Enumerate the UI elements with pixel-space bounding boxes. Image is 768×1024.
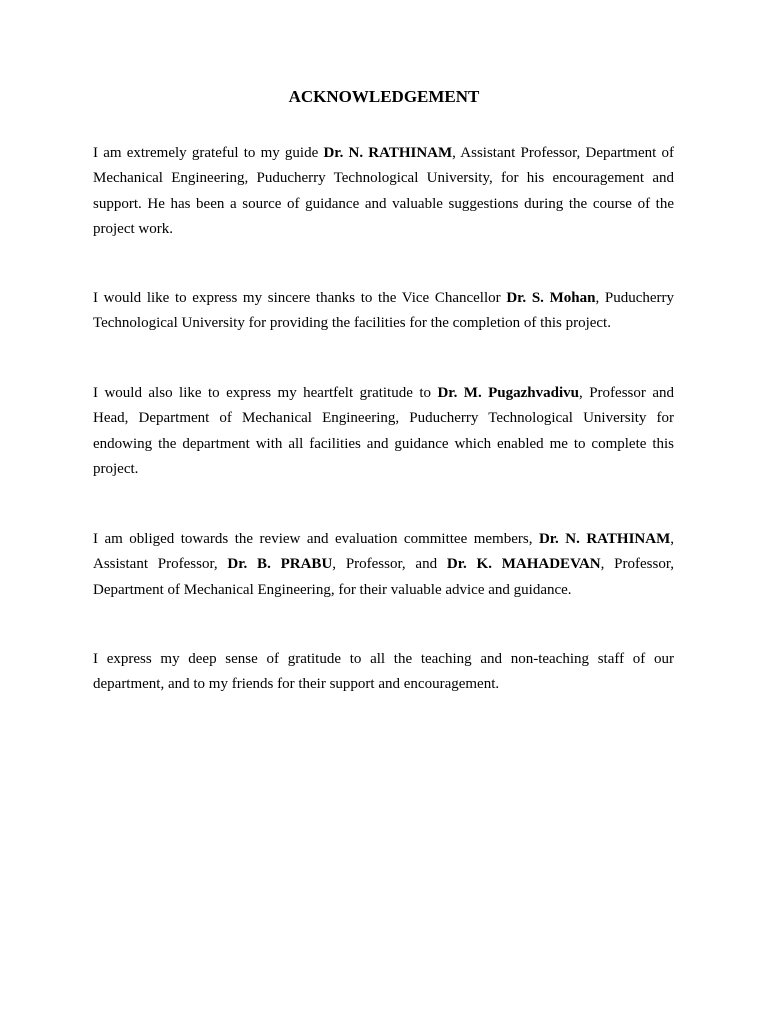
paragraph-committee: [93, 527, 674, 603]
bold-name: Dr. S. Mohan: [506, 290, 596, 306]
paragraph-head: [93, 381, 674, 483]
text-run: , Professor and Head, Department of Mechanical Engineering, Puducherry Technological University for endowing the department with all facilities and guidance which enabled me to complete this project.: [93, 385, 674, 478]
page-title: ACKNOWLEDGEMENT: [288, 87, 480, 106]
paragraph-guide: [93, 141, 674, 243]
bold-name: Dr. K. MAHADEVAN: [446, 556, 601, 573]
paragraph-vice-chancellor: [93, 286, 674, 337]
bold-name: Dr. M. Pugazhvadivu: [437, 385, 580, 401]
text-run: I am obliged towards the review and evaluation committee members,: [93, 531, 539, 547]
bold-name: Dr. N. RATHINAM: [538, 531, 671, 547]
text-run: , Puducherry Technological University for providing the facilities for the completion of this project.: [93, 290, 674, 332]
text-run: I would like to express my sincere thanks to the Vice Chancellor: [93, 290, 507, 306]
text-run: , Professor, Department of Mechanical Engineering, for their valuable advice and guidance.: [93, 556, 674, 598]
bold-name: Dr. N. RATHINAM: [323, 145, 453, 161]
paragraph-staff: [93, 647, 674, 698]
text-run: I am extremely grateful to my guide: [93, 145, 324, 161]
text-run: , Professor, and: [332, 556, 447, 573]
bold-name: Dr. B. PRABU: [227, 556, 333, 573]
text-run: , Assistant Professor,: [93, 531, 674, 573]
text-run: I would also like to express my heartfelt gratitude to: [93, 385, 438, 401]
text-run: I express my deep sense of gratitude to all the teaching and non-teaching staff of our department, and to my friends for their support and encouragement.: [93, 651, 674, 693]
text-run: , Assistant Professor, Department of Mechanical Engineering, Puducherry Technological University, for his encouragement and support. He has been a source of guidance and valuable suggestions during the course of the project work.: [93, 145, 674, 238]
